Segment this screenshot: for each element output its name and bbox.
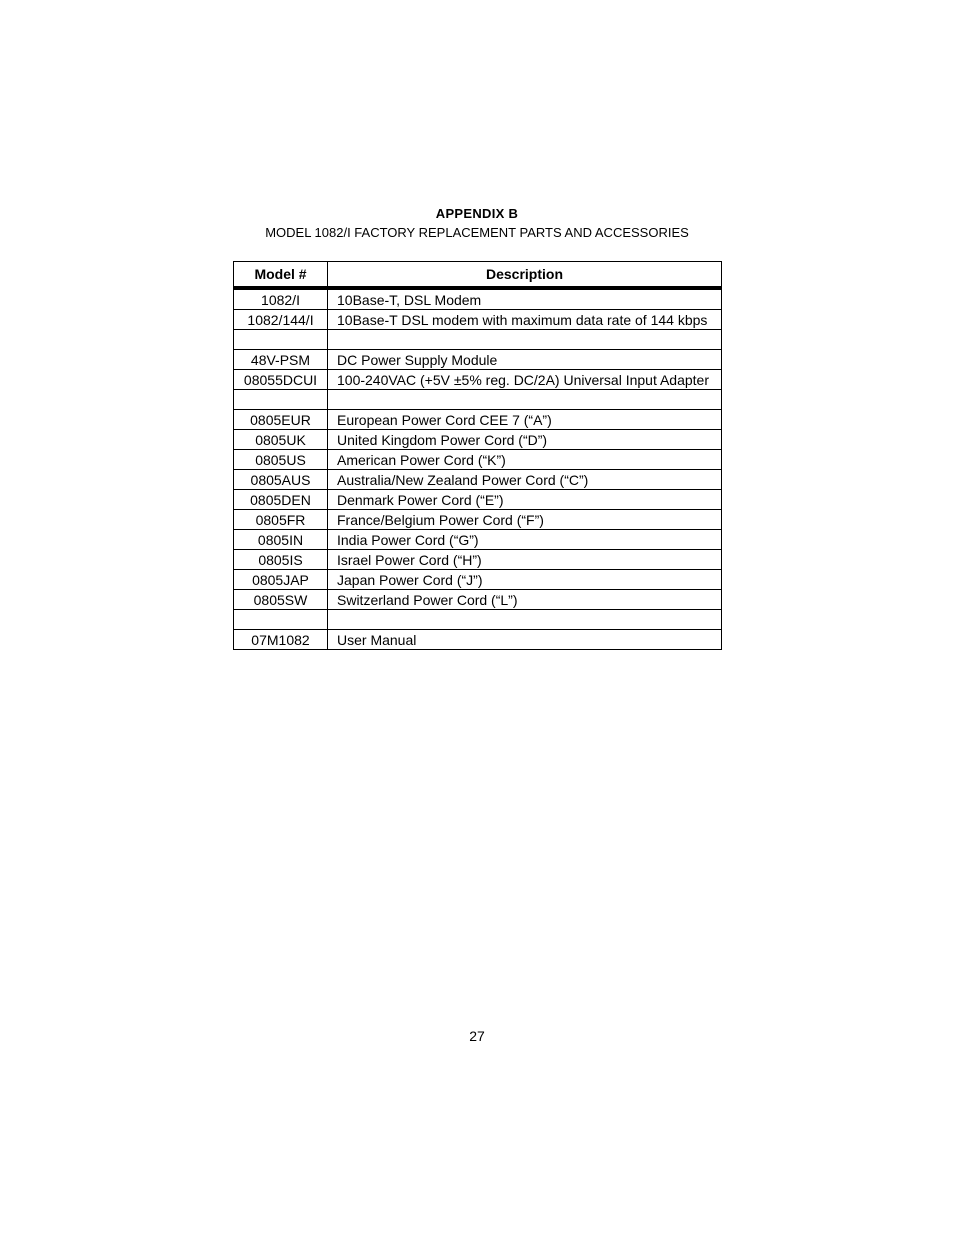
model-number-cell: 1082/I [234,288,328,310]
model-number-cell: 48V-PSM [234,350,328,370]
model-number-cell: 0805IN [234,530,328,550]
model-number-cell: 0805AUS [234,470,328,490]
model-number-cell: 0805EUR [234,410,328,430]
description-cell: Switzerland Power Cord (“L”) [328,590,722,610]
description-cell [328,390,722,410]
table-row [234,570,722,590]
model-number-cell: 0805UK [234,430,328,450]
description-cell: 10Base-T, DSL Modem [328,288,722,310]
description-cell [328,330,722,350]
appendix-subtitle: MODEL 1082/I FACTORY REPLACEMENT PARTS AND ACCESSORIES [265,225,689,240]
description-cell: Israel Power Cord (“H”) [328,550,722,570]
model-number-cell: 07M1082 [234,630,328,650]
table-row [234,550,722,570]
model-number-cell [234,330,328,350]
description-cell: American Power Cord (“K”) [328,450,722,470]
table-row [234,330,722,350]
table-row [234,470,722,490]
table-row [234,430,722,450]
description-cell: DC Power Supply Module [328,350,722,370]
table-row [234,510,722,530]
table-row [234,350,722,370]
model-number-cell: 0805FR [234,510,328,530]
description-cell: User Manual [328,630,722,650]
model-number-cell [234,610,328,630]
description-cell: 100-240VAC (+5V ±5% reg. DC/2A) Universal Input Adapter [328,370,722,390]
model-number-cell: 0805JAP [234,570,328,590]
column-header-model: Model # [234,262,328,289]
table-row [234,370,722,390]
description-cell: 10Base-T DSL modem with maximum data rate of 144 kbps [328,310,722,330]
table-row [234,310,722,330]
description-cell: Japan Power Cord (“J”) [328,570,722,590]
model-number-cell: 08055DCUI [234,370,328,390]
description-cell: Denmark Power Cord (“E”) [328,490,722,510]
model-number-cell [234,390,328,410]
table-row [234,450,722,470]
description-cell: European Power Cord CEE 7 (“A”) [328,410,722,430]
model-number-cell: 0805US [234,450,328,470]
table-row [234,390,722,410]
table-row [234,490,722,510]
table-row [234,590,722,610]
model-number-cell: 0805DEN [234,490,328,510]
description-cell: Australia/New Zealand Power Cord (“C”) [328,470,722,490]
column-header-description: Description [328,262,722,289]
table-row [234,610,722,630]
description-cell: United Kingdom Power Cord (“D”) [328,430,722,450]
table-header-row [234,262,722,289]
table-row [234,530,722,550]
page-number: 27 [469,1028,485,1044]
model-number-cell: 1082/144/I [234,310,328,330]
parts-table [233,261,722,650]
description-cell: India Power Cord (“G”) [328,530,722,550]
table-row [234,410,722,430]
description-cell [328,610,722,630]
model-number-cell: 0805SW [234,590,328,610]
appendix-title: APPENDIX B [435,206,519,221]
table-row [234,288,722,310]
table-row [234,630,722,650]
model-number-cell: 0805IS [234,550,328,570]
description-cell: France/Belgium Power Cord (“F”) [328,510,722,530]
